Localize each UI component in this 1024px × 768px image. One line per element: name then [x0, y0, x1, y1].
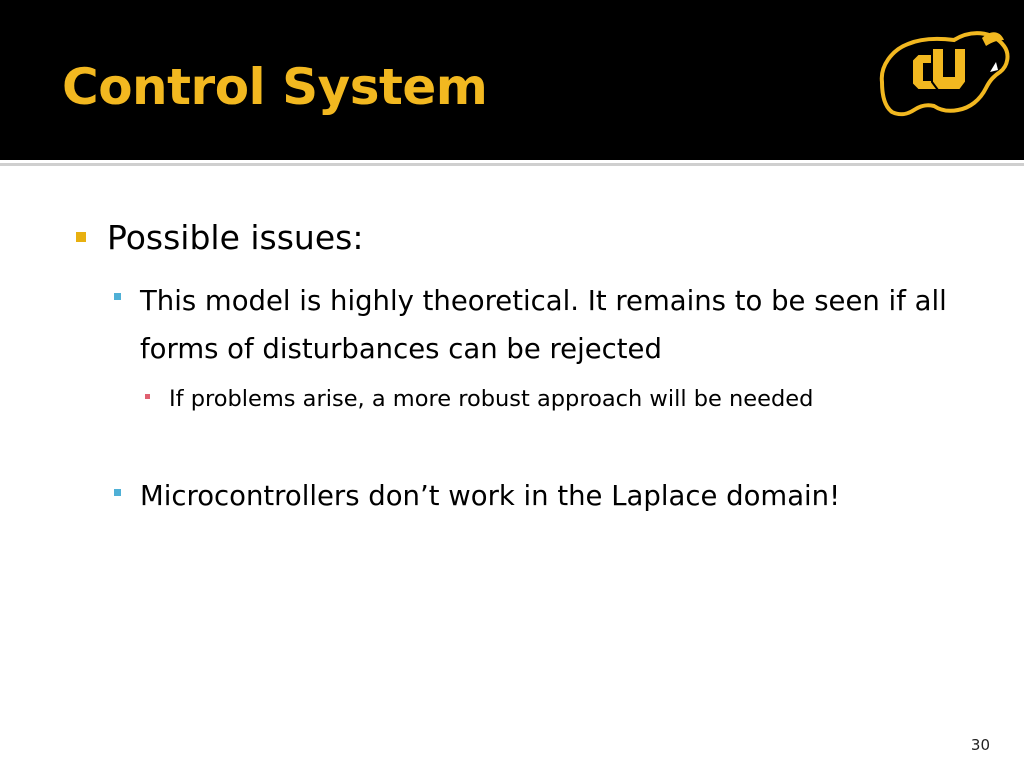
level2-bullet-icon — [114, 293, 121, 300]
header-divider — [0, 163, 1024, 166]
bullet-robust-approach: If problems arise, a more robust approach will be needed — [169, 386, 814, 412]
bullet-model-theoretical: This model is highly theoretical. It remains to be seen if all forms of disturbances can be rejected — [140, 285, 947, 365]
level2-bullet-icon — [114, 489, 121, 496]
slide-number: 30 — [970, 736, 990, 754]
level1-bullet-icon — [76, 232, 86, 242]
cu-buffalo-logo-icon — [874, 20, 1014, 120]
bullet-possible-issues: Possible issues: — [107, 218, 364, 257]
slide-title: Control System — [62, 58, 488, 116]
level3-bullet-icon — [145, 394, 150, 399]
bullet-laplace-domain: Microcontrollers don’t work in the Laplace domain! — [140, 480, 841, 512]
